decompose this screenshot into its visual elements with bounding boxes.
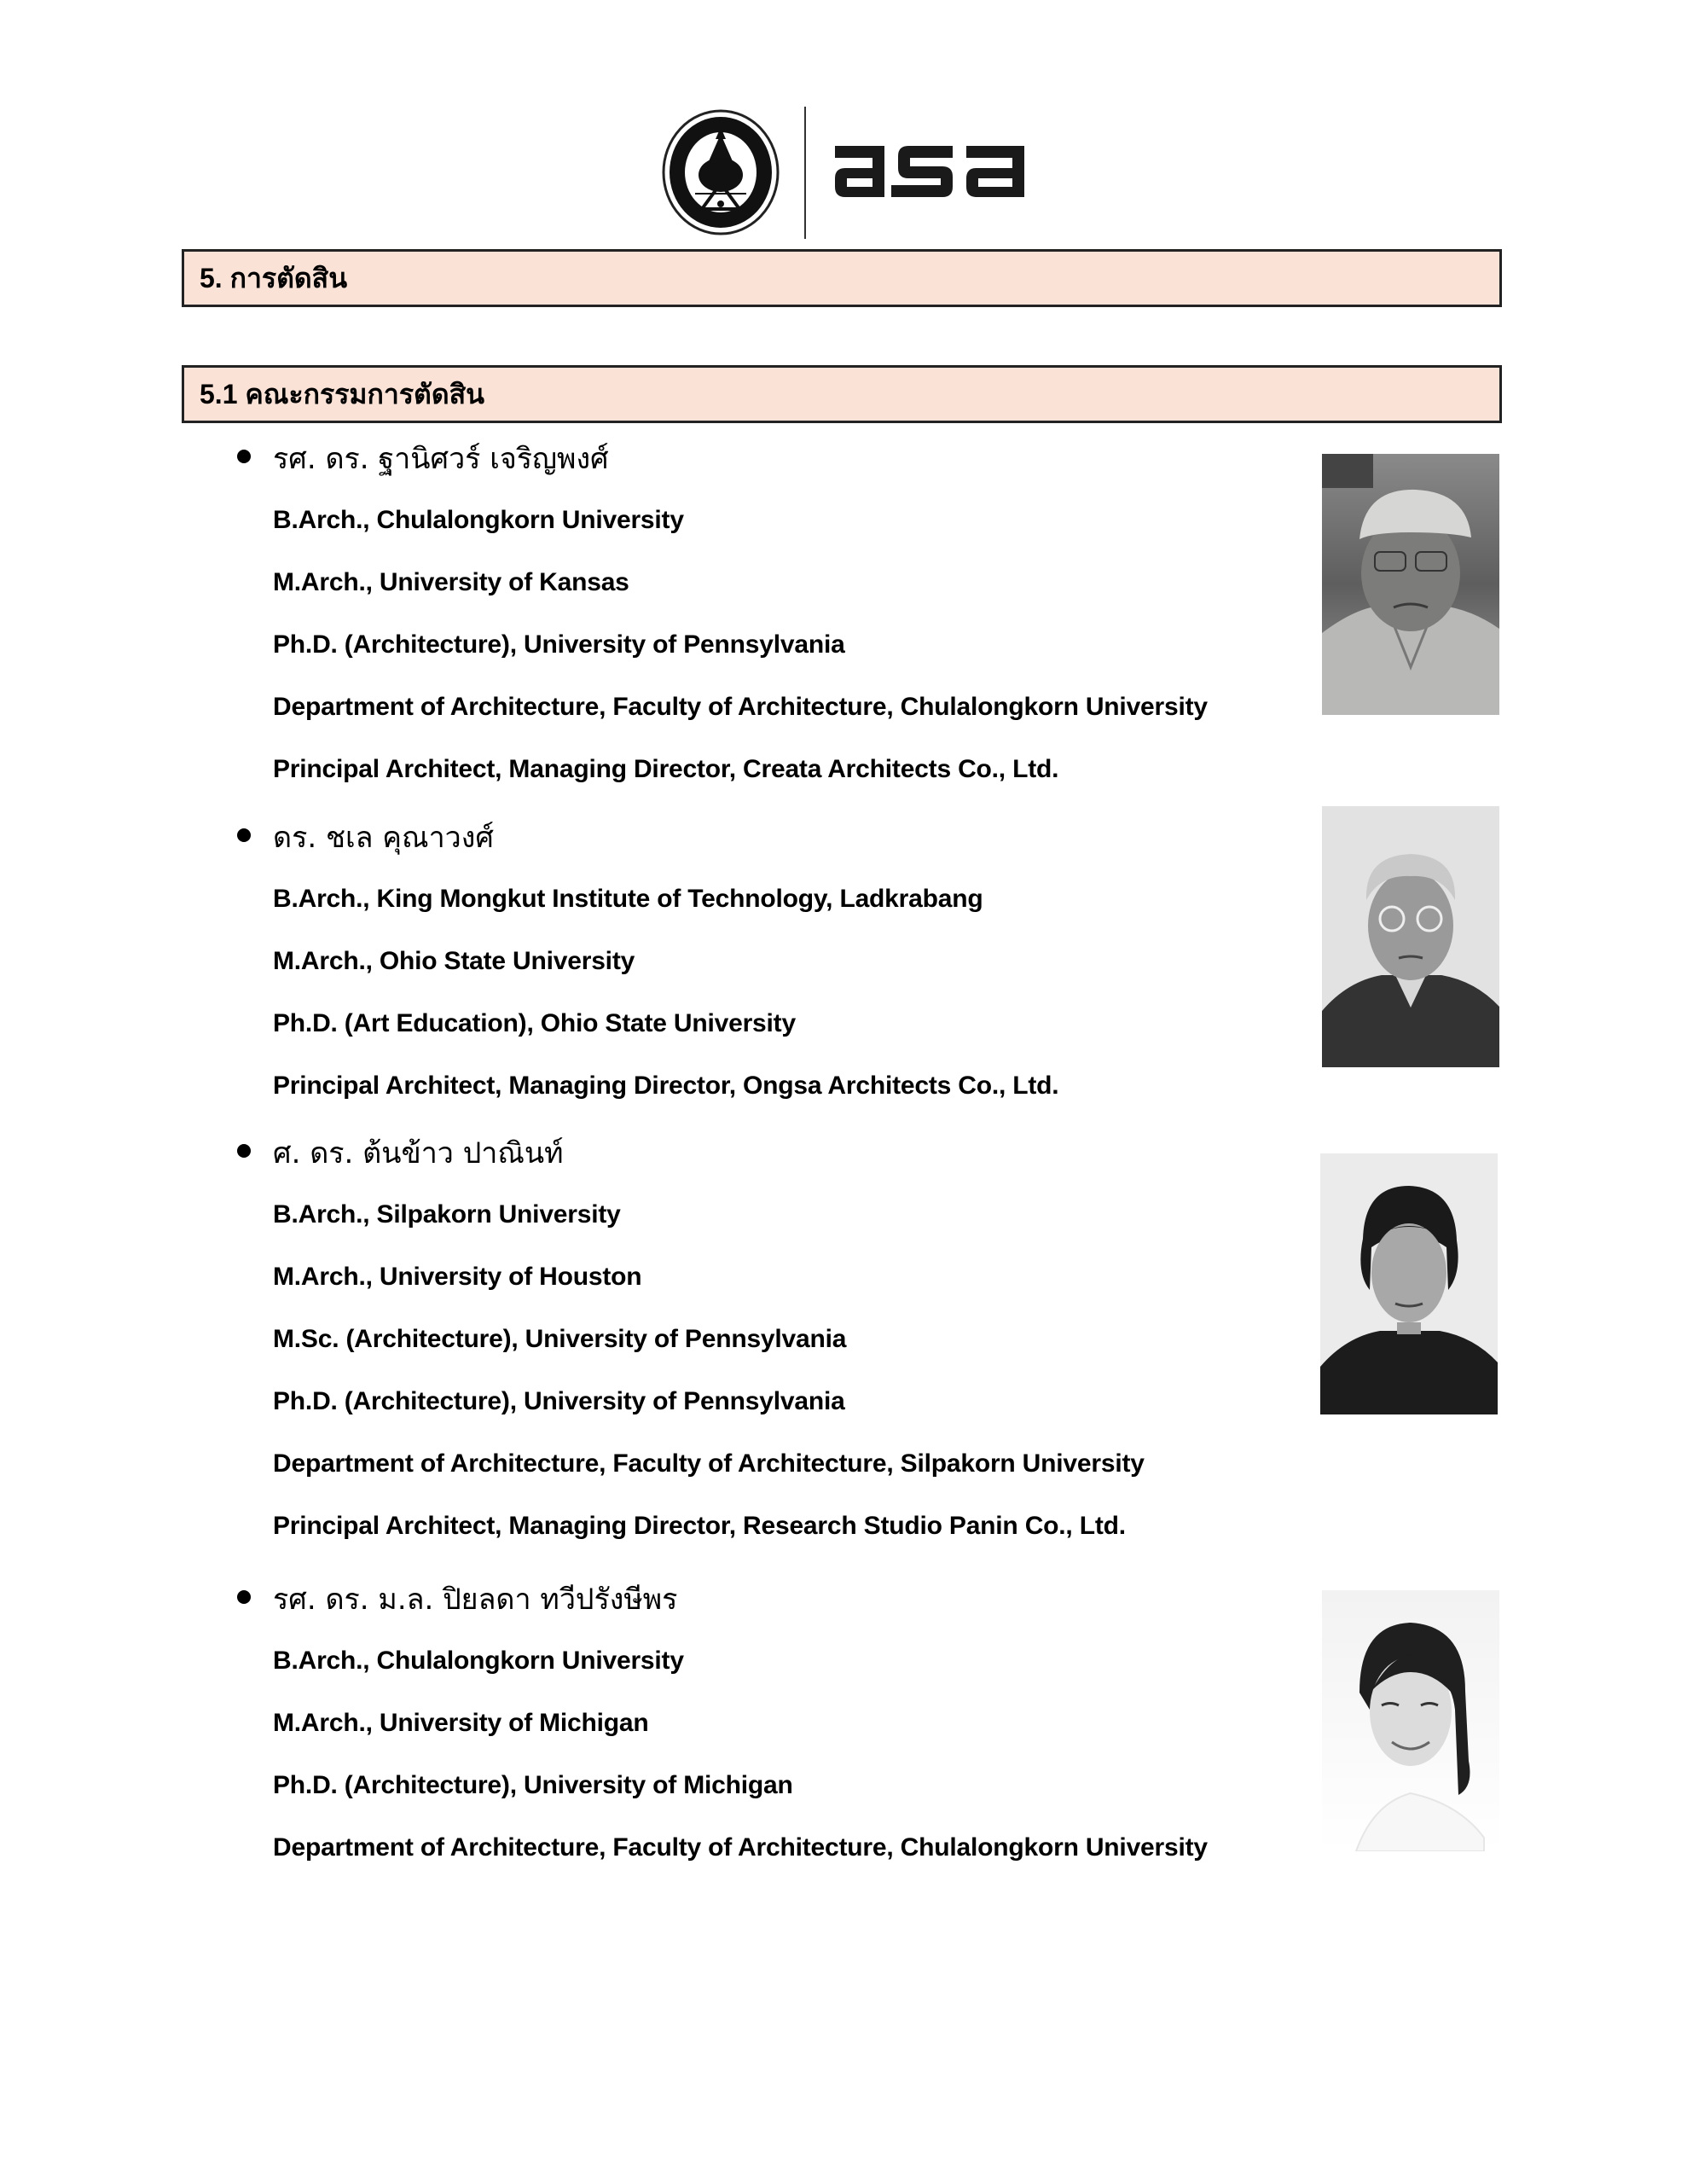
member-credential: M.Arch., Ohio State University (273, 947, 635, 975)
bullet-icon (237, 828, 251, 842)
section-heading-jury-committee (182, 365, 1502, 423)
member-credential: M.Arch., University of Houston (273, 1263, 642, 1291)
member-photo (1322, 806, 1499, 1067)
member-name: ศ. ดร. ต้นข้าว ปาณินท์ (273, 1136, 564, 1170)
asa-wordmark-logo (832, 141, 1028, 200)
member-credential: B.Arch., King Mongkut Institute of Technology, Ladkrabang (273, 885, 983, 913)
member-credential: M.Sc. (Architecture), University of Pennsylvania (273, 1325, 847, 1353)
member-credential: Principal Architect, Managing Director, Research Studio Panin Co., Ltd. (273, 1512, 1126, 1540)
member-name: รศ. ดร. ฐานิศวร์ เจริญพงศ์ (273, 442, 609, 476)
asa-seal-logo (661, 108, 780, 236)
subsection-title: 5.1 คณะกรรมการตัดสิน (200, 378, 484, 410)
member-name: ดร. ชเล คุณาวงศ์ (273, 821, 494, 855)
bullet-icon (237, 1144, 251, 1158)
member-credential: Ph.D. (Architecture), University of Pennsylvania (273, 1387, 845, 1415)
member-credential: Ph.D. (Architecture), University of Michigan (273, 1771, 793, 1799)
member-credential: Principal Architect, Managing Director, Ongsa Architects Co., Ltd. (273, 1072, 1059, 1100)
member-credential: M.Arch., University of Michigan (273, 1709, 649, 1737)
member-credential: Department of Architecture, Faculty of Architecture, Silpakorn University (273, 1449, 1145, 1478)
member-credential: Ph.D. (Art Education), Ohio State University (273, 1009, 796, 1037)
member-credential: B.Arch., Chulalongkorn University (273, 1647, 684, 1675)
member-credential: Principal Architect, Managing Director, Creata Architects Co., Ltd. (273, 755, 1059, 783)
member-credential: B.Arch., Chulalongkorn University (273, 506, 684, 534)
member-photo (1320, 1153, 1498, 1414)
member-photo (1322, 454, 1499, 715)
member-credential: Department of Architecture, Faculty of Architecture, Chulalongkorn University (273, 693, 1208, 721)
header-logos (661, 107, 1028, 243)
member-name: รศ. ดร. ม.ล. ปิยลดา ทวีปรังษีพร (273, 1583, 678, 1617)
section-title: 5. การตัดสิน (200, 262, 348, 293)
member-credential: Ph.D. (Architecture), University of Pennsylvania (273, 630, 845, 659)
member-credential: B.Arch., Silpakorn University (273, 1200, 621, 1228)
member-credential: M.Arch., University of Kansas (273, 568, 629, 596)
section-heading-judging (182, 249, 1502, 307)
bullet-icon (237, 450, 251, 463)
logo-divider (804, 107, 806, 239)
member-photo (1322, 1590, 1499, 1851)
member-credential: Department of Architecture, Faculty of Architecture, Chulalongkorn University (273, 1833, 1208, 1862)
bullet-icon (237, 1590, 251, 1604)
